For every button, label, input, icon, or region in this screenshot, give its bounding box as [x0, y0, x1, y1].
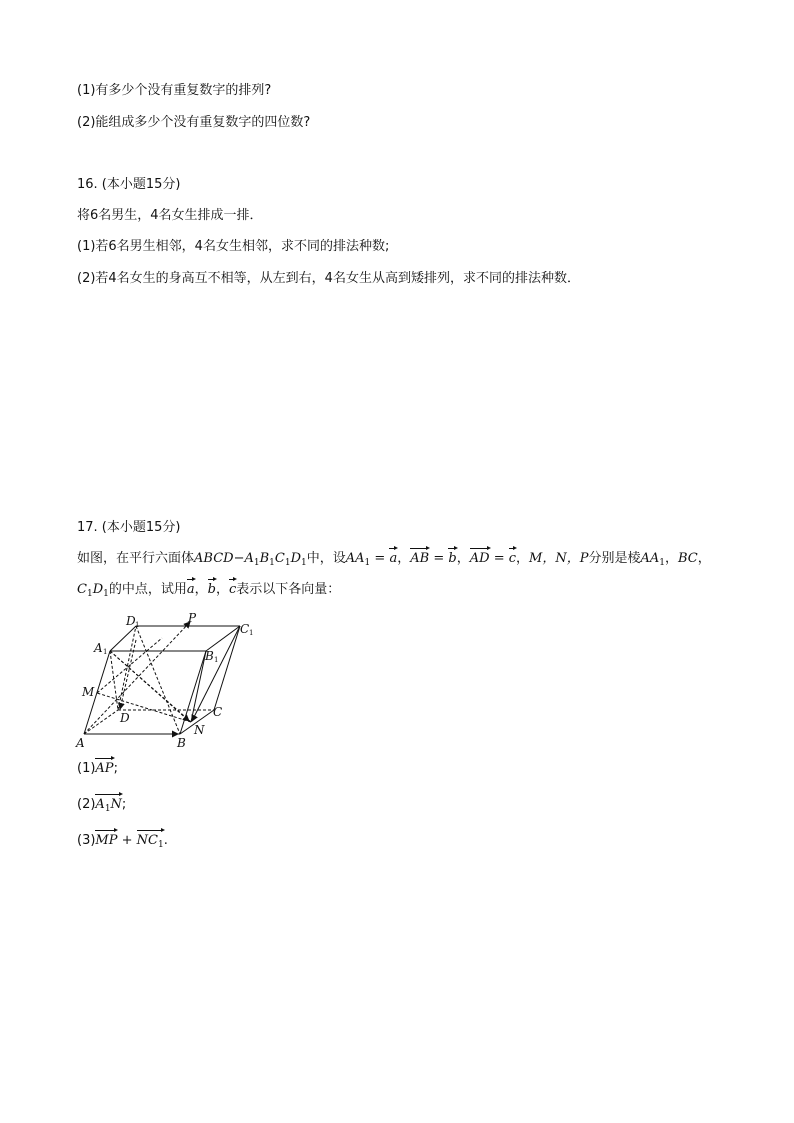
q17-stem-prefix: 如图，在平行六面体: [77, 551, 195, 566]
label-C: C: [213, 705, 223, 719]
parallelepiped-diagram: [74, 610, 264, 752]
label-B1: B: [205, 649, 214, 663]
q17-heading: 17. (本小题15分): [77, 520, 181, 535]
label-A1: A: [94, 641, 103, 655]
q17-stem-line2-end: 表示以下各向量：: [236, 582, 341, 597]
q16-stem: 将6名男生，4名女生排成一排．: [77, 208, 263, 223]
q17-part2-label: (2): [77, 797, 96, 812]
q16-heading: 16. (本小题15分): [77, 177, 181, 192]
label-A1-sub: 1: [103, 648, 108, 656]
label-B1-sub: 1: [214, 656, 219, 664]
vector-A1N: $A_1N$: [95, 797, 122, 814]
q17-points: M，N，P: [529, 551, 589, 566]
q17-part3: $(3)MP + NC_1$.: [77, 833, 168, 850]
q16-part2: (2)若4名女生的身高互不相等，从左到右，4名女生从高到矮排列，求不同的排法种数．: [77, 271, 580, 286]
basis-vectors: a，b，c: [186, 582, 237, 597]
q17-stem-suffix: 分别是棱: [588, 551, 641, 566]
parallelepiped-name: $ABCD-A_1B_1C_1D_1$: [194, 551, 307, 568]
q15-part2: (2)能组成多少个没有重复数字的四位数?: [77, 115, 311, 130]
label-M: M: [82, 685, 95, 699]
label-P: P: [188, 611, 197, 625]
q15-part1: (1)有多少个没有重复数字的排列?: [77, 83, 272, 98]
label-D1: D: [126, 614, 136, 628]
q17-stem-mid: 中，设: [306, 551, 346, 566]
vector-AP: AP: [95, 761, 114, 776]
edges-list: $AA_1$，BC，: [640, 551, 711, 568]
q17-part2: $(2)A_1N$;: [77, 797, 127, 814]
vector-def-a: $AA_1 = a$: [345, 551, 398, 568]
vector-def-b: AB = b: [410, 551, 457, 566]
parallelepiped-figure: [74, 610, 264, 752]
label-A: A: [76, 736, 85, 750]
label-B: B: [177, 736, 186, 750]
label-C1-sub: 1: [249, 629, 254, 637]
q17-part1: (1)AP;: [77, 761, 118, 776]
label-N: N: [194, 723, 205, 737]
label-D1-sub: 1: [135, 621, 140, 629]
hidden-edges: [84, 626, 214, 734]
label-D: D: [120, 711, 130, 725]
vector-def-c: AD = c: [469, 551, 517, 566]
q17-stem-line1: 如图，在平行六面体$ABCD-A_1B_1C_1D_1$中，设$AA_1 = a$，AB = b，AD = c，M，N，P分别是棱$AA_1$，BC，: [77, 551, 711, 568]
q17-part1-label: (1): [77, 761, 96, 776]
q16-part1: (1)若6名男生相邻，4名女生相邻，求不同的排法种数;: [77, 239, 390, 254]
vector-sum-MP-NC1: MP + $NC_1$: [95, 833, 164, 850]
q17-stem-line2-suffix: 的中点，试用: [108, 582, 187, 597]
label-C1: C: [240, 622, 250, 636]
q17-part3-label: (3): [77, 833, 96, 848]
q17-stem-line2: [77, 581, 340, 599]
edge-c1d1: $C_1D_1$: [77, 582, 109, 599]
